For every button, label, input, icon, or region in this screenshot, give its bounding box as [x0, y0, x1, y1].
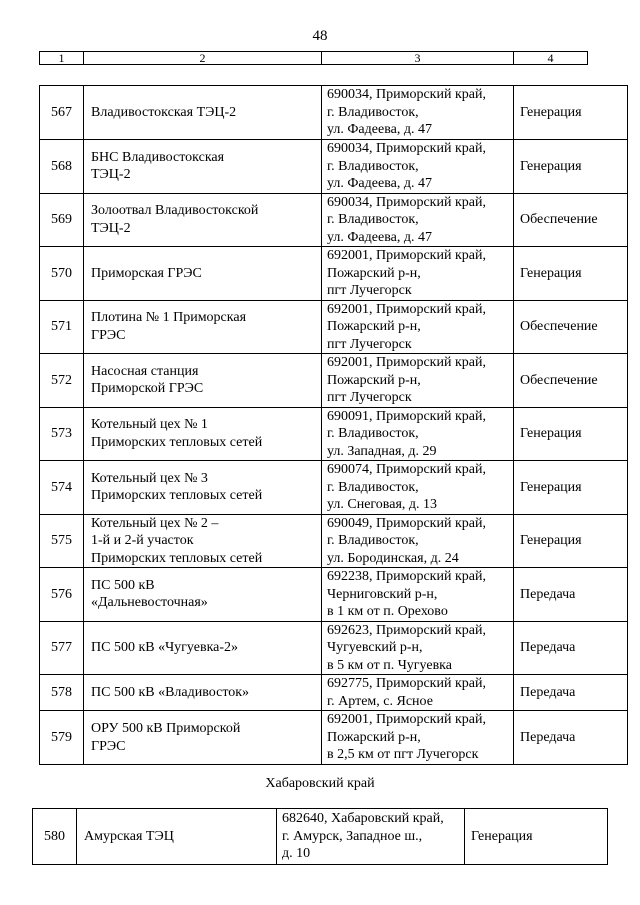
facility-name-line: Приморских тепловых сетей — [91, 488, 263, 504]
facility-type: Обеспечение — [514, 193, 628, 247]
column-header-table — [39, 51, 588, 65]
row-number: 568 — [40, 140, 84, 194]
facility-address-line: Чугуевский р-н, — [327, 640, 423, 655]
facility-name — [84, 514, 322, 568]
facility-type: Генерация — [514, 407, 628, 461]
facility-address — [322, 514, 514, 568]
row-number: 570 — [40, 247, 84, 301]
facility-name — [84, 675, 322, 711]
table-row — [40, 300, 628, 354]
facility-address — [322, 140, 514, 194]
facility-type: Передача — [514, 621, 628, 675]
facility-address-line: 690049, Приморский край, — [327, 515, 486, 531]
facility-address-line: Пожарский р-н, — [327, 319, 421, 334]
row-number: 578 — [40, 675, 84, 711]
facility-name — [84, 300, 322, 354]
facility-name-line: Приморской ГРЭС — [91, 381, 204, 397]
facility-name-line: ПС 500 кВ — [91, 577, 155, 593]
facility-type: Генерация — [514, 461, 628, 515]
facility-address-line: д. 10 — [282, 846, 311, 862]
table-row — [40, 461, 628, 515]
facility-name — [84, 711, 322, 765]
facility-address-line: Пожарский р-н, — [327, 729, 421, 745]
row-number: 577 — [40, 621, 84, 675]
table-row — [33, 809, 608, 865]
facility-address-line: 692001, Приморский край, — [327, 712, 486, 728]
facility-type: Генерация — [514, 514, 628, 568]
facility-address — [322, 568, 514, 622]
facility-address — [322, 354, 514, 408]
facility-type: Генерация — [514, 247, 628, 301]
facility-type: Передача — [514, 711, 628, 765]
facility-address — [322, 193, 514, 247]
facility-address-line: в 2,5 км от пгт Лучегорск — [327, 747, 479, 763]
facility-name-line: ТЭЦ-2 — [91, 220, 131, 236]
facility-address-line: 682640, Хабаровский край, — [282, 811, 444, 827]
table-row — [40, 568, 628, 622]
facility-name-line: ПС 500 кВ «Чугуевка-2» — [91, 640, 239, 655]
facility-name-line: Плотина № 1 Приморская — [91, 310, 247, 326]
region-heading: Хабаровский край — [265, 776, 375, 791]
facility-address — [322, 675, 514, 711]
facility-name-line: 1-й и 2-й участок — [91, 533, 194, 548]
facility-address-line: 692775, Приморский край, — [327, 676, 486, 691]
facility-address-line: 692001, Приморский край, — [327, 248, 486, 263]
facilities-table — [39, 85, 628, 765]
table-row — [40, 140, 628, 194]
facility-address-line: в 5 км от п. Чугуевка — [327, 657, 452, 673]
facility-address-line: Пожарский р-н, — [327, 265, 421, 281]
facility-address-line: г. Владивосток, — [327, 479, 419, 495]
row-number: 579 — [40, 711, 84, 765]
facility-name-line: Амурская ТЭЦ — [84, 828, 174, 844]
facility-name — [84, 140, 322, 194]
table-row — [40, 407, 628, 461]
facility-address-line: г. Владивосток, — [327, 158, 419, 174]
column-header-3: 3 — [322, 52, 514, 65]
facility-address-line: Черниговский р-н, — [327, 586, 438, 602]
facility-type: Генерация — [514, 86, 628, 140]
table-row — [40, 514, 628, 568]
facility-type: Передача — [514, 568, 628, 622]
facility-address-line: 690034, Приморский край, — [327, 141, 486, 156]
facility-address — [322, 407, 514, 461]
facility-name-line: Приморская ГРЭС — [91, 265, 202, 281]
facility-address — [322, 461, 514, 515]
table-row — [40, 247, 628, 301]
facility-name-line: Владивостокская ТЭЦ-2 — [91, 104, 237, 120]
facility-address-line: 692238, Приморский край, — [327, 569, 486, 584]
facility-address-line: ул. Фадеева, д. 47 — [327, 122, 432, 138]
facility-name-line: ПС 500 кВ «Владивосток» — [91, 684, 250, 700]
facility-name — [84, 621, 322, 675]
facility-type: Передача — [514, 675, 628, 711]
facility-address-line: 690091, Приморский край, — [327, 408, 486, 424]
column-header-4: 4 — [514, 52, 588, 65]
facility-name-line: БНС Владивостокская — [91, 149, 225, 165]
column-header-2: 2 — [84, 52, 322, 65]
table-row — [40, 711, 628, 765]
facility-address-line: г. Артем, с. Ясное — [327, 693, 433, 709]
facility-address-line: пгт Лучегорск — [327, 283, 412, 298]
facility-type: Генерация — [465, 809, 608, 865]
facility-address-line: Пожарский р-н, — [327, 372, 421, 388]
facility-name-line: ГРЭС — [91, 738, 126, 754]
facility-name — [84, 247, 322, 301]
facility-address-line: ул. Фадеева, д. 47 — [327, 176, 432, 191]
facility-name-line: Насосная станция — [91, 363, 199, 379]
facility-name-line: Приморских тепловых сетей — [91, 434, 263, 450]
facility-address-line: г. Владивосток, — [327, 212, 419, 227]
facility-address-line: 690034, Приморский край, — [327, 87, 486, 103]
facility-name-line: ТЭЦ-2 — [91, 167, 131, 183]
row-number: 575 — [40, 514, 84, 568]
facility-name-line: «Дальневосточная» — [91, 595, 208, 611]
facility-address-line: г. Амурск, Западное ш., — [282, 828, 423, 844]
row-number: 571 — [40, 300, 84, 354]
facility-name — [84, 461, 322, 515]
facility-name — [84, 354, 322, 408]
table-row — [40, 86, 628, 140]
facility-address-line: в 1 км от п. Орехово — [327, 604, 448, 619]
facility-address — [322, 247, 514, 301]
facility-name-line: Котельный цех № 3 — [91, 470, 208, 486]
facility-name — [84, 86, 322, 140]
row-number: 569 — [40, 193, 84, 247]
table-row — [40, 675, 628, 711]
facility-name-line: ГРЭС — [91, 327, 126, 343]
facility-type: Генерация — [514, 140, 628, 194]
facility-address-line: г. Владивосток, — [327, 533, 419, 548]
facility-name-line: Котельный цех № 2 – — [91, 515, 219, 531]
table-row — [40, 354, 628, 408]
facility-address-line: г. Владивосток, — [327, 426, 419, 441]
facility-address-line: пгт Лучегорск — [327, 390, 412, 405]
facility-address-line: 692001, Приморский край, — [327, 301, 486, 317]
facility-type: Обеспечение — [514, 300, 628, 354]
facility-name — [84, 193, 322, 247]
facilities-table-khabarovsk — [32, 808, 608, 865]
facility-address-line: ул. Западная, д. 29 — [327, 443, 437, 459]
column-header-1: 1 — [40, 52, 84, 65]
table-row — [40, 621, 628, 675]
row-number: 580 — [33, 809, 77, 865]
facility-name-line: Приморских тепловых сетей — [91, 550, 263, 566]
facility-address-line: 692001, Приморский край, — [327, 355, 486, 370]
row-number: 573 — [40, 407, 84, 461]
facility-address — [277, 809, 465, 865]
row-number: 576 — [40, 568, 84, 622]
facility-name-line: Котельный цех № 1 — [91, 417, 208, 433]
table-row — [40, 193, 628, 247]
facility-name — [84, 407, 322, 461]
facility-address-line: ул. Снеговая, д. 13 — [327, 497, 438, 512]
page-number: 48 — [312, 28, 328, 44]
row-number: 567 — [40, 86, 84, 140]
facility-address-line: 690034, Приморский край, — [327, 194, 486, 210]
facility-address — [322, 300, 514, 354]
facility-address-line: ул. Фадеева, д. 47 — [327, 229, 432, 245]
facility-type: Обеспечение — [514, 354, 628, 408]
facility-address-line: 692623, Приморский край, — [327, 622, 486, 638]
facility-address — [322, 621, 514, 675]
facility-address-line: пгт Лучегорск — [327, 336, 412, 352]
facility-address-line: ул. Бородинская, д. 24 — [327, 550, 459, 566]
facility-name-line: ОРУ 500 кВ Приморской — [91, 721, 241, 736]
facility-name — [77, 809, 277, 865]
row-number: 572 — [40, 354, 84, 408]
row-number: 574 — [40, 461, 84, 515]
facility-address — [322, 86, 514, 140]
facility-name-line: Золоотвал Владивостокской — [91, 203, 259, 219]
facility-address-line: 690074, Приморский край, — [327, 462, 486, 477]
facility-name — [84, 568, 322, 622]
facility-address — [322, 711, 514, 765]
facility-address-line: г. Владивосток, — [327, 104, 419, 120]
